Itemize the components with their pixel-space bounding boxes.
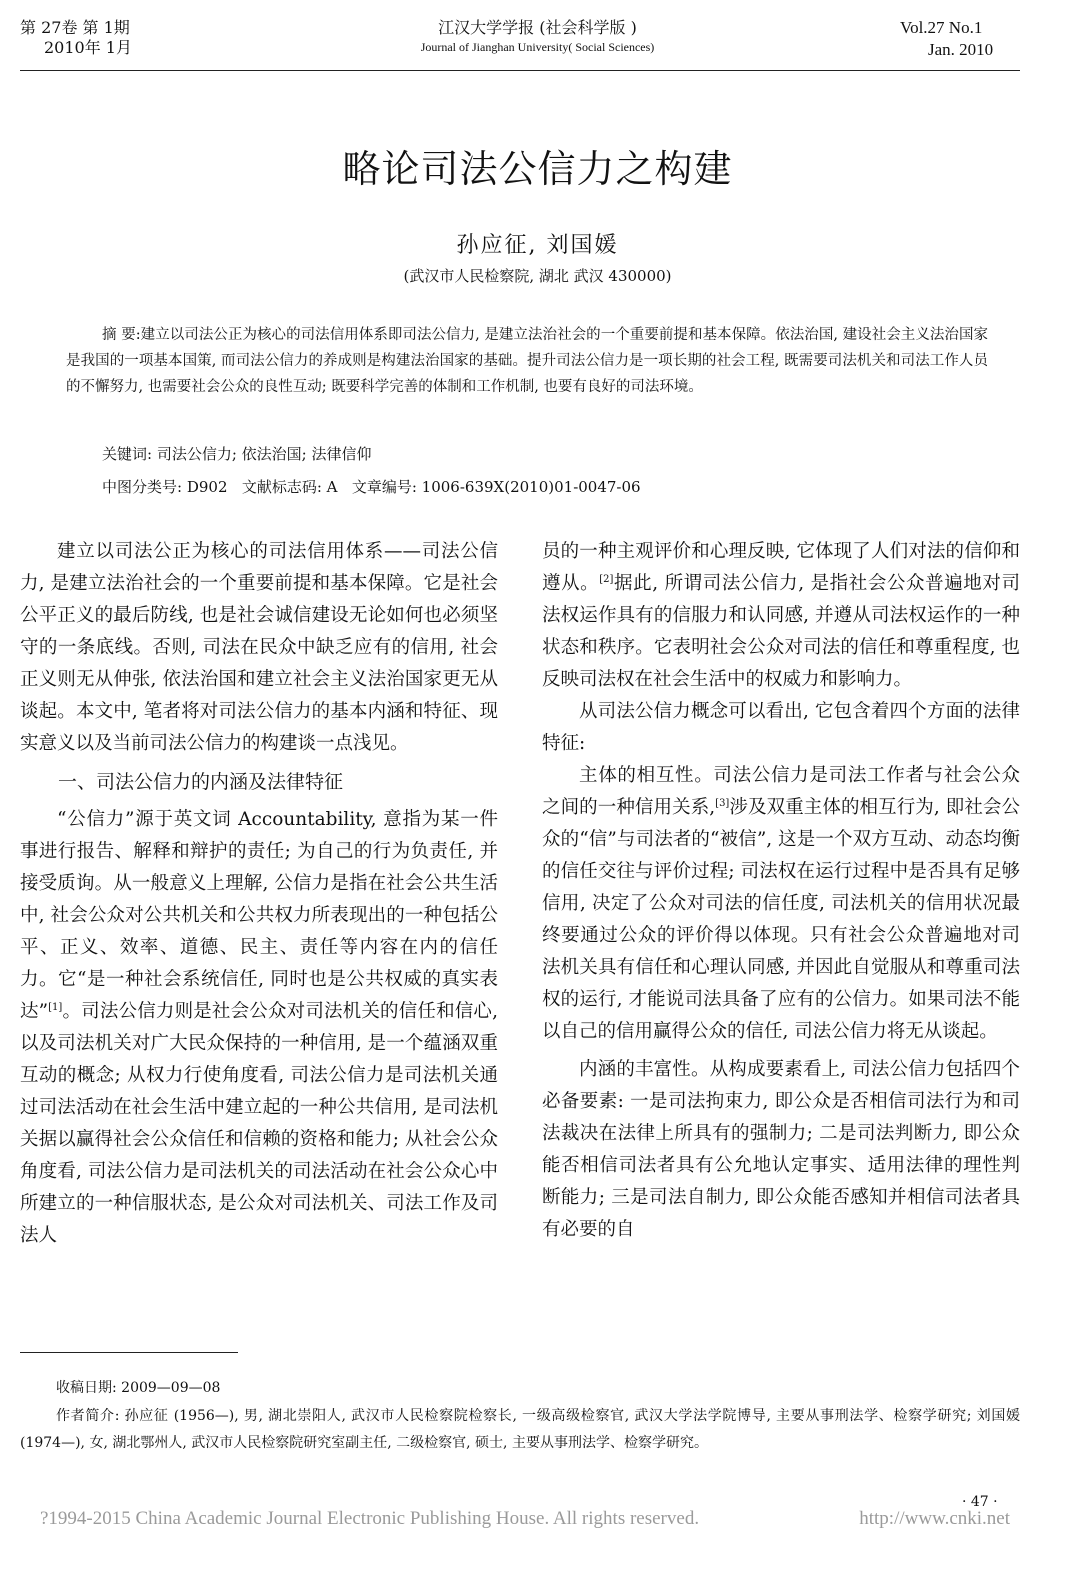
- footnote-received: [20, 1375, 1020, 1402]
- paragraph: [20, 804, 498, 1252]
- paragraph: 内涵的丰富性。从构成要素看上, 司法公信力包括四个必备要素: 一是司法拘束力, 即公众是否相信司法行为和司法裁决在法律上所具有的强制力; 二是司法判断力, 即公众能否相信司法者具有公允地认定事实、适用法律的理性判断能力; 三是司法自制力, 即公众能否感知并相信司法者具有必要的自: [542, 1059, 1020, 1240]
- page-number: · 47 ·: [962, 1494, 998, 1510]
- body-left-column: [20, 536, 498, 1252]
- article-title: 略论司法公信力之构建: [342, 147, 733, 191]
- abstract-text: 建立以司法公正为核心的司法信用体系即司法公信力, 是建立法治社会的一个重要前提和基本保障。依法治国, 建设社会主义法治国家是我国的一项基本国策, 而司法公信力的养成则是构建法治国家的基础。提升司法公信力是一项长期的社会工程, 既需要司法机关和司法工作人员的不懈努力, 也需要社会公众的良性互动; 既要科学完善的体制和工作机制, 也要有良好的司法环境。: [66, 327, 988, 395]
- paragraph-text: 涉及双重主体的相互行为, 即社会公众的“信”与司法者的“被信”, 这是一个双方互动、动态均衡的信任交往与评价过程; 司法权在运行过程中是否具有足够信用, 决定了公众对司法的信任度, 司法机关的信用状况最终要通过公众的评价得以体现。只有社会公众普遍地对司法机关具有信任和心理认同感, 并因此自觉服从和尊重司法权的运行, 才能说司法具备了应有的公信力。如果司法不能以自己的信用赢得公众的信任, 司法公信力将无从谈起。: [542, 797, 1020, 1042]
- article-number-label: 文章编号:: [351, 478, 417, 496]
- header-date: 2010年 1月: [44, 38, 132, 57]
- article-affiliation: (武汉市人民检察院, 湖北 武汉 430000): [403, 267, 672, 285]
- paragraph: [542, 536, 1020, 696]
- cnki-link[interactable]: http://www.cnki.net: [859, 1508, 1010, 1529]
- article-authors: 孙应征, 刘国媛: [456, 233, 619, 258]
- abstract: [66, 322, 988, 400]
- header-volume: 第 27卷 第 1期: [20, 18, 130, 37]
- copyright-line: [40, 1508, 1030, 1530]
- footnote-author-bio: [20, 1403, 1020, 1457]
- footnote-rule: [20, 1352, 238, 1353]
- body-right-column: [542, 536, 1020, 1246]
- section-heading: 一、司法公信力的内涵及法律特征: [58, 771, 344, 793]
- paragraph-text: 主体的相互性。司法公信力是司法工作者与社会公众之间的一种信用关系,: [542, 765, 1020, 818]
- clc-label: 中图分类号:: [102, 478, 183, 496]
- keywords-text: 司法公信力; 依法治国; 法律信仰: [156, 445, 372, 463]
- doc-code-value: A: [326, 478, 338, 496]
- keywords-label: 关键词:: [102, 445, 153, 463]
- bio-text: 孙应征 (1956—), 男, 湖北崇阳人, 武汉市人民检察院检察长, 一级高级检察官, 武汉大学法学院博导, 主要从事刑法学、检察学研究; 刘国媛 (1974—), 女, 湖北鄂州人, 武汉市人民检察院研究室副主任, 二级检察官, 硕士, 主要从事刑法学、检察学研究。: [20, 1408, 1021, 1451]
- received-label: 收稿日期:: [56, 1380, 117, 1396]
- header-journal-en: Journal of Jianghan University( Social Sciences): [420, 40, 655, 54]
- paragraph-text: “公信力”源于英文词 Accountability, 意指为某一件事进行报告、解释和辩护的责任; 为自己的行为负责任, 并接受质询。从一般意义上理解, 公信力是指在社会公共生活中, 社会公众对公共机关和公共权力所表现出的一种包括公平、正义、效率、道德、民主、责任等内容在内的信任力。它“是一种社会系统信任, 同时也是公共权威的真实表达”: [20, 809, 498, 1022]
- citation-ref: [3]: [715, 797, 730, 809]
- header-rule: [20, 70, 1020, 71]
- received-value: 2009—09—08: [121, 1380, 221, 1396]
- classification: [102, 476, 641, 497]
- paragraph: [542, 760, 1020, 1048]
- bio-label: 作者简介:: [56, 1408, 120, 1424]
- abstract-label: 摘 要:: [102, 327, 141, 343]
- article-number-value: 1006-639X(2010)01-0047-06: [421, 478, 641, 496]
- paragraph-text: 据此, 所谓司法公信力, 是指社会公众普遍地对司法权运作具有的信服力和认同感, 并遵从司法权运作的一种状态和秩序。它表明社会公众对司法的信任和尊重程度, 也反映司法权在社会生活中的权威力和影响力。: [542, 573, 1020, 690]
- paragraph: 从司法公信力概念可以看出, 它包含着四个方面的法律特征:: [542, 701, 1020, 754]
- clc-value: D902: [186, 478, 228, 496]
- citation-ref: [2]: [599, 573, 614, 585]
- header-date-en: Jan. 2010: [928, 40, 994, 59]
- header-journal-cn: 江汉大学学报 (社会科学版 ): [438, 18, 637, 37]
- citation-ref: [1]: [48, 1001, 63, 1013]
- paragraph-text: 。司法公信力则是社会公众对司法机关的信任和信心, 以及司法机关对广大民众保持的一种信用, 是一个蕴涵双重互动的概念; 从权力行使角度看, 司法公信力是司法机关通过司法活动在社会生活中建立起的一种公共信用, 是司法机关据以赢得社会公众信任和信赖的资格和能力; 从社会公众角度看, 司法公信力是司法机关的司法活动在社会公众心中所建立的一种信服状态, 是公众对司法机关、司法工作及司法人: [20, 1001, 498, 1246]
- paragraph-text: 员的一种主观评价和心理反映, 它体现了人们对法的信仰和遵从。: [542, 541, 1020, 594]
- doc-code-label: 文献标志码:: [241, 478, 322, 496]
- header-vol-en: Vol.27 No.1: [900, 18, 983, 37]
- keywords: [102, 443, 372, 464]
- copyright-text: ?1994-2015 China Academic Journal Electronic Publishing House. All rights reserved.: [40, 1508, 700, 1529]
- paragraph: 建立以司法公正为核心的司法信用体系——司法公信力, 是建立法治社会的一个重要前提和基本保障。它是社会公平正义的最后防线, 也是社会诚信建设无论如何也必须坚守的一条底线。否则, 司法在民众中缺乏应有的信用, 社会正义则无从伸张, 依法治国和建立社会主义法治国家更无从谈起。本文中, 笔者将对司法公信力的基本内涵和特征、现实意义以及当前司法公信力的构建谈一点浅见。: [20, 541, 498, 754]
